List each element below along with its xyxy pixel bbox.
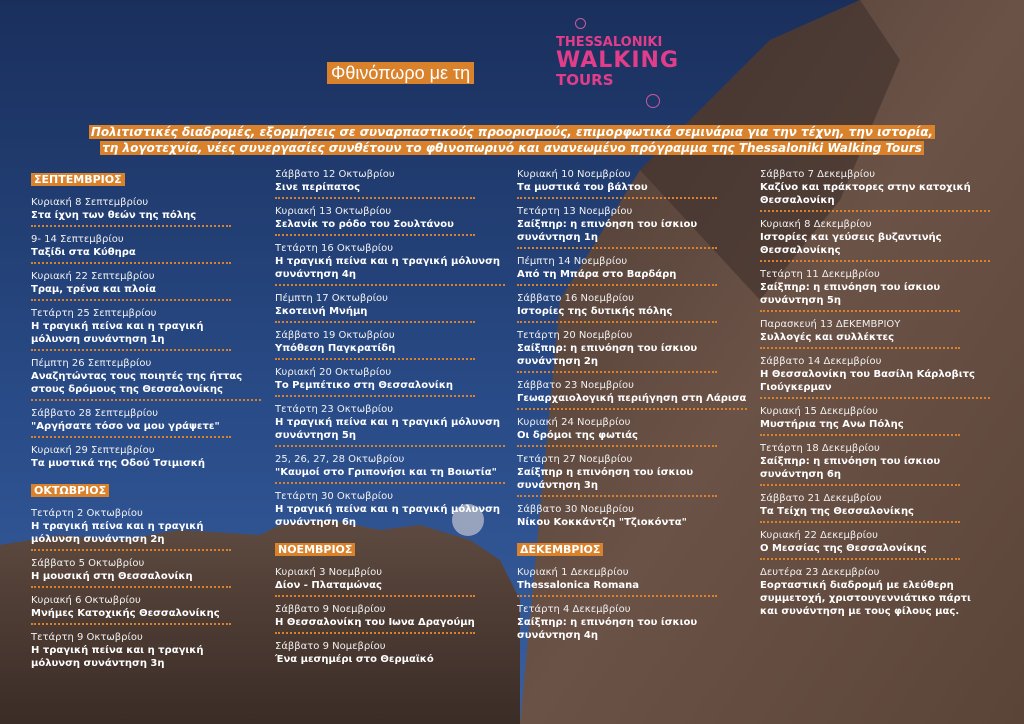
event-item [275,566,475,597]
column-3 [517,168,757,651]
event-date: Σάββατο 21 Δεκεμβρίου [760,493,882,504]
event-item [517,453,717,497]
decorative-circle-icon [575,18,586,29]
event-item [760,529,960,560]
event-title: Σαίξπηρ: η επινόηση του ίσκιου συνάντηση 2η [517,343,698,367]
event-title: Ένα μεσημέρι στο Θερμαϊκό [275,654,434,665]
event-title: "Αργήσατε τόσο να μου γράψετε" [31,421,220,432]
event-title: Σελανίκ το ρόδο του Σουλτάνου [275,219,454,230]
event-title: Αναζητώντας τους ποιητές της ήττας στους δρόμους της Θεσσαλονίκης [31,371,243,395]
event-item [760,355,990,399]
intro-line-1: Πολιτιστικές διαδρομές, εξορμήσεις σε συναρπαστικούς προορισμούς, επιμορφωτικά σεμινάρια για την τέχνη, την ιστορία, [90,125,934,139]
event-item [31,270,231,301]
event-item [517,205,717,249]
event-title: Σαίξπηρ: η επινόηση του ίσκιου συνάντηση 4η [517,617,698,641]
event-title: Η Θεσσαλονίκη του Ιωνα Δραγούμη [275,617,475,628]
event-date: Κυριακή 3 Νοεμβρίου [275,567,383,578]
event-date: Τετάρτη 23 Οκτωβρίου [275,404,394,415]
event-item [275,168,475,199]
event-title: Γεωαρχαιολογική περιήγηση στη Λάρισα [517,393,747,404]
event-item [31,307,231,351]
event-title: Από τη Μπάρα στο Βαρδάρη [517,269,677,280]
column-1 [31,168,271,679]
event-date: Τετάρτη 9 Οκτωβρίου [31,632,143,643]
event-title: Το Ρεμπέτικο στη Θεσσαλονίκη [275,380,454,391]
event-date: Σάββατο 7 Δεκεμβρίου [760,169,876,180]
column-4 [760,168,1010,627]
event-item [275,640,475,669]
decorative-circle-icon [646,94,660,108]
event-date: Τετάρτη 20 Νοεμβρίου [517,330,633,341]
event-title: Σαίξπηρ: η επινόηση του ίσκιου συνάντηση 5η [760,282,941,306]
event-item [760,168,990,212]
event-date: Κυριακή 22 Σεπτεμβρίου [31,271,155,282]
event-title: Δίον - Πλαταμώνας [275,580,382,591]
event-date: Σάββατο 5 Οκτωβρίου [31,558,145,569]
event-date: Τετάρτη 25 Σεπτεμβρίου [31,308,157,319]
event-item [760,442,960,486]
event-date: Πέμπτη 17 Οκτωβρίου [275,293,388,304]
event-date: Κυριακή 8 Δεκεμβρίου [760,219,872,230]
event-item [760,318,960,349]
event-date: Τετάρτη 13 Νοεμβρίου [517,206,633,217]
event-item [517,503,747,532]
event-date: Σάββατο 14 Δεκεμβρίου [760,356,882,367]
event-item [517,416,717,447]
event-item [275,453,505,484]
event-date: Σάββατο 12 Οκτωβρίου [275,169,395,180]
event-item [760,218,990,262]
event-item [517,603,717,645]
event-title: Ο Μεσσίας της Θεσσαλονίκης [760,543,927,554]
event-title: Σκοτεινή Μνήμη [275,306,368,317]
logo-line1: THESSALONIKI [556,35,663,50]
event-date: Κυριακή 8 Σεπτεμβρίου [31,197,149,208]
intro-text [0,124,1024,156]
event-date: Κυριακή 20 Οκτωβρίου [275,367,392,378]
event-date: Τετάρτη 11 Δεκεμβρίου [760,269,880,280]
event-title: Η τραγική πείνα και η τραγική μόλυνση συνάντηση 2η [31,521,204,545]
month-heading: ΟΚΤΩΒΡΙΟΣ [31,484,109,497]
month-heading: ΣΕΠΤΕΜΒΡΙΟΣ [31,173,125,186]
event-date: Τετάρτη 30 Οκτωβρίου [275,491,394,502]
month-heading: ΔΕΚΕΜΒΡΙΟΣ [517,543,603,556]
event-item [517,566,717,597]
event-date: Κυριακή 15 Δεκεμβρίου [760,406,878,417]
event-title: Καζίνο και πράκτορες στην κατοχική Θεσσαλονίκη [760,182,971,206]
event-title: Σινε περίπατος [275,182,361,193]
event-item [517,255,717,286]
event-item [517,329,717,373]
event-date: Σάββατο 28 Σεπτεμβρίου [31,408,159,419]
event-item [31,557,231,588]
event-title: Μυστήρια της Ανω Πόλης [760,419,904,430]
event-title: Υπόθεση Παγκρατίδη [275,343,396,354]
event-item [275,292,475,323]
event-item [31,407,231,438]
event-item [275,205,475,236]
event-item [517,292,717,323]
event-title: Στα ίχνη των θεών της πόλης [31,210,197,221]
event-title: Τραμ, τρένα και πλοία [31,284,156,295]
event-title: Σαίξπηρ: η επινόηση του ίσκιου συνάντηση 1η [517,219,698,243]
event-title: Thessalonica Romana [517,580,639,591]
event-item [31,631,231,673]
event-date: Κυριακή 6 Οκτωβρίου [31,595,141,606]
event-item [517,168,717,199]
event-item [760,566,990,621]
event-date: Κυριακή 1 Δεκεμβρίου [517,567,629,578]
event-title: Η τραγική πείνα και η τραγική μόλυνση συνάντηση 3η [31,645,204,669]
event-date: Σάββατο 9 Νοεμβρίου [275,604,386,615]
event-date: Τετάρτη 4 Δεκεμβρίου [517,604,631,615]
event-date: Πέμπτη 14 Νοεμβρίου [517,256,628,267]
logo [556,36,686,106]
event-date: Τετάρτη 2 Οκτωβρίου [31,508,143,519]
event-title: Η μουσική στη Θεσσαλονίκη [31,571,193,582]
event-item [275,242,505,286]
event-item [31,357,261,401]
intro-line-2: τη λογοτεχνία, νέες συνεργασίες συνθέτουν το φθινοπωρινό και ανανεωμένο πρόγραμμα της Thessaloniki Walking Tours [102,141,922,155]
month-heading: ΝΟΕΜΒΡΙΟΣ [275,543,355,556]
event-date: Παρασκευή 13 ΔΕΚΕΜΒΡΙΟΥ [760,319,901,330]
event-item [275,403,505,447]
event-title: Η Θεσσαλονίκη του Βασίλη Κάρλοβιτς Γιούγκερμαν [760,369,975,393]
event-title: Τα Τείχη της Θεσσαλονίκης [760,506,914,517]
event-date: Κυριακή 22 Δεκεμβρίου [760,530,878,541]
event-title: "Καυμοί στο Γριπονήσι και τη Βοιωτία" [275,467,497,478]
event-date: Σάββατο 9 Νομεβρίου [275,641,386,652]
event-title: Ιστορίες και γεύσεις βυζαντινής Θεσσαλονίκης [760,232,942,256]
event-title: Νίκου Κοκκάντζη "Τζιοκόντα" [517,517,687,528]
event-date: Πέμπτη 26 Σεπτεμβρίου [31,358,152,369]
event-item [31,594,231,625]
event-date: Τετάρτη 27 Νοεμβρίου [517,454,633,465]
event-title: Η τραγική πείνα και η τραγική μόλυνση συνάντηση 5η [275,417,501,441]
event-item [31,507,231,551]
column-2 [275,168,515,675]
event-title: Ταξίδι στα Κύθηρα [31,247,136,258]
event-title: Η τραγική πείνα και η τραγική μόλυνση συνάντηση 1η [31,321,204,345]
event-title: Εορταστική διαδρομή με ελεύθερη συμμετοχή, χριστουγεννιάτικο πάρτι και συνάντηση με τους φίλους μας. [760,580,971,617]
event-title: Συλλογές και συλλέκτες [760,332,894,343]
page-title: Φθινόπωρο με τη [327,62,474,84]
event-date: 25, 26, 27, 28 Οκτωβρίου [275,454,405,465]
event-title: Η τραγική πείνα και η τραγική μόλυνση συνάντηση 6η [275,504,501,528]
event-date: 9- 14 Σεπτεμβρίου [31,234,124,245]
event-item [31,196,231,227]
event-title: Τα μυστικά της Οδού Τσιμισκή [31,458,205,469]
event-item [275,490,505,532]
event-item [31,444,231,473]
event-title: Σαίξπηρ η επινόηση του ίσκιου συνάντηση 3η [517,467,694,491]
event-date: Σάββατο 19 Οκτωβρίου [275,330,395,341]
event-item [31,233,231,264]
event-date: Κυριακή 10 Νοεμβρίου [517,169,631,180]
event-date: Σάββατο 16 Νοεμβρίου [517,293,634,304]
event-title: Οι δρόμοι της φωτιάς [517,430,638,441]
event-item [760,492,960,523]
event-title: Τα μυστικά του βάλτου [517,182,648,193]
event-item [760,268,960,312]
event-item [517,379,747,410]
event-date: Κυριακή 24 Νοεμβρίου [517,417,631,428]
event-item [275,603,475,634]
logo-line3: TOURS [556,71,614,89]
event-date: Δευτέρα 23 Δεκεμβρίου [760,567,880,578]
event-title: Σαίξπηρ: η επινόηση του ίσκιου συνάντηση 6η [760,456,941,480]
event-date: Κυριακή 13 Οκτωβρίου [275,206,392,217]
logo-line2: WALKING [556,48,680,73]
event-date: Σάββατο 30 Νοεμβρίου [517,504,634,515]
event-title: Ιστορίες της δυτικής πόλης [517,306,673,317]
event-date: Τετάρτη 18 Δεκεμβρίου [760,443,880,454]
event-item [275,329,475,360]
event-date: Κυριακή 29 Σεπτεμβρίου [31,445,155,456]
event-date: Σάββατο 23 Νοεμβρίου [517,380,634,391]
event-date: Τετάρτη 16 Οκτωβρίου [275,243,394,254]
event-item [760,405,960,436]
event-title: Η τραγική πείνα και η τραγική μόλυνση συνάντηση 4η [275,256,501,280]
event-item [275,366,475,397]
event-title: Μνήμες Κατοχικής Θεσσαλονίκης [31,608,220,619]
